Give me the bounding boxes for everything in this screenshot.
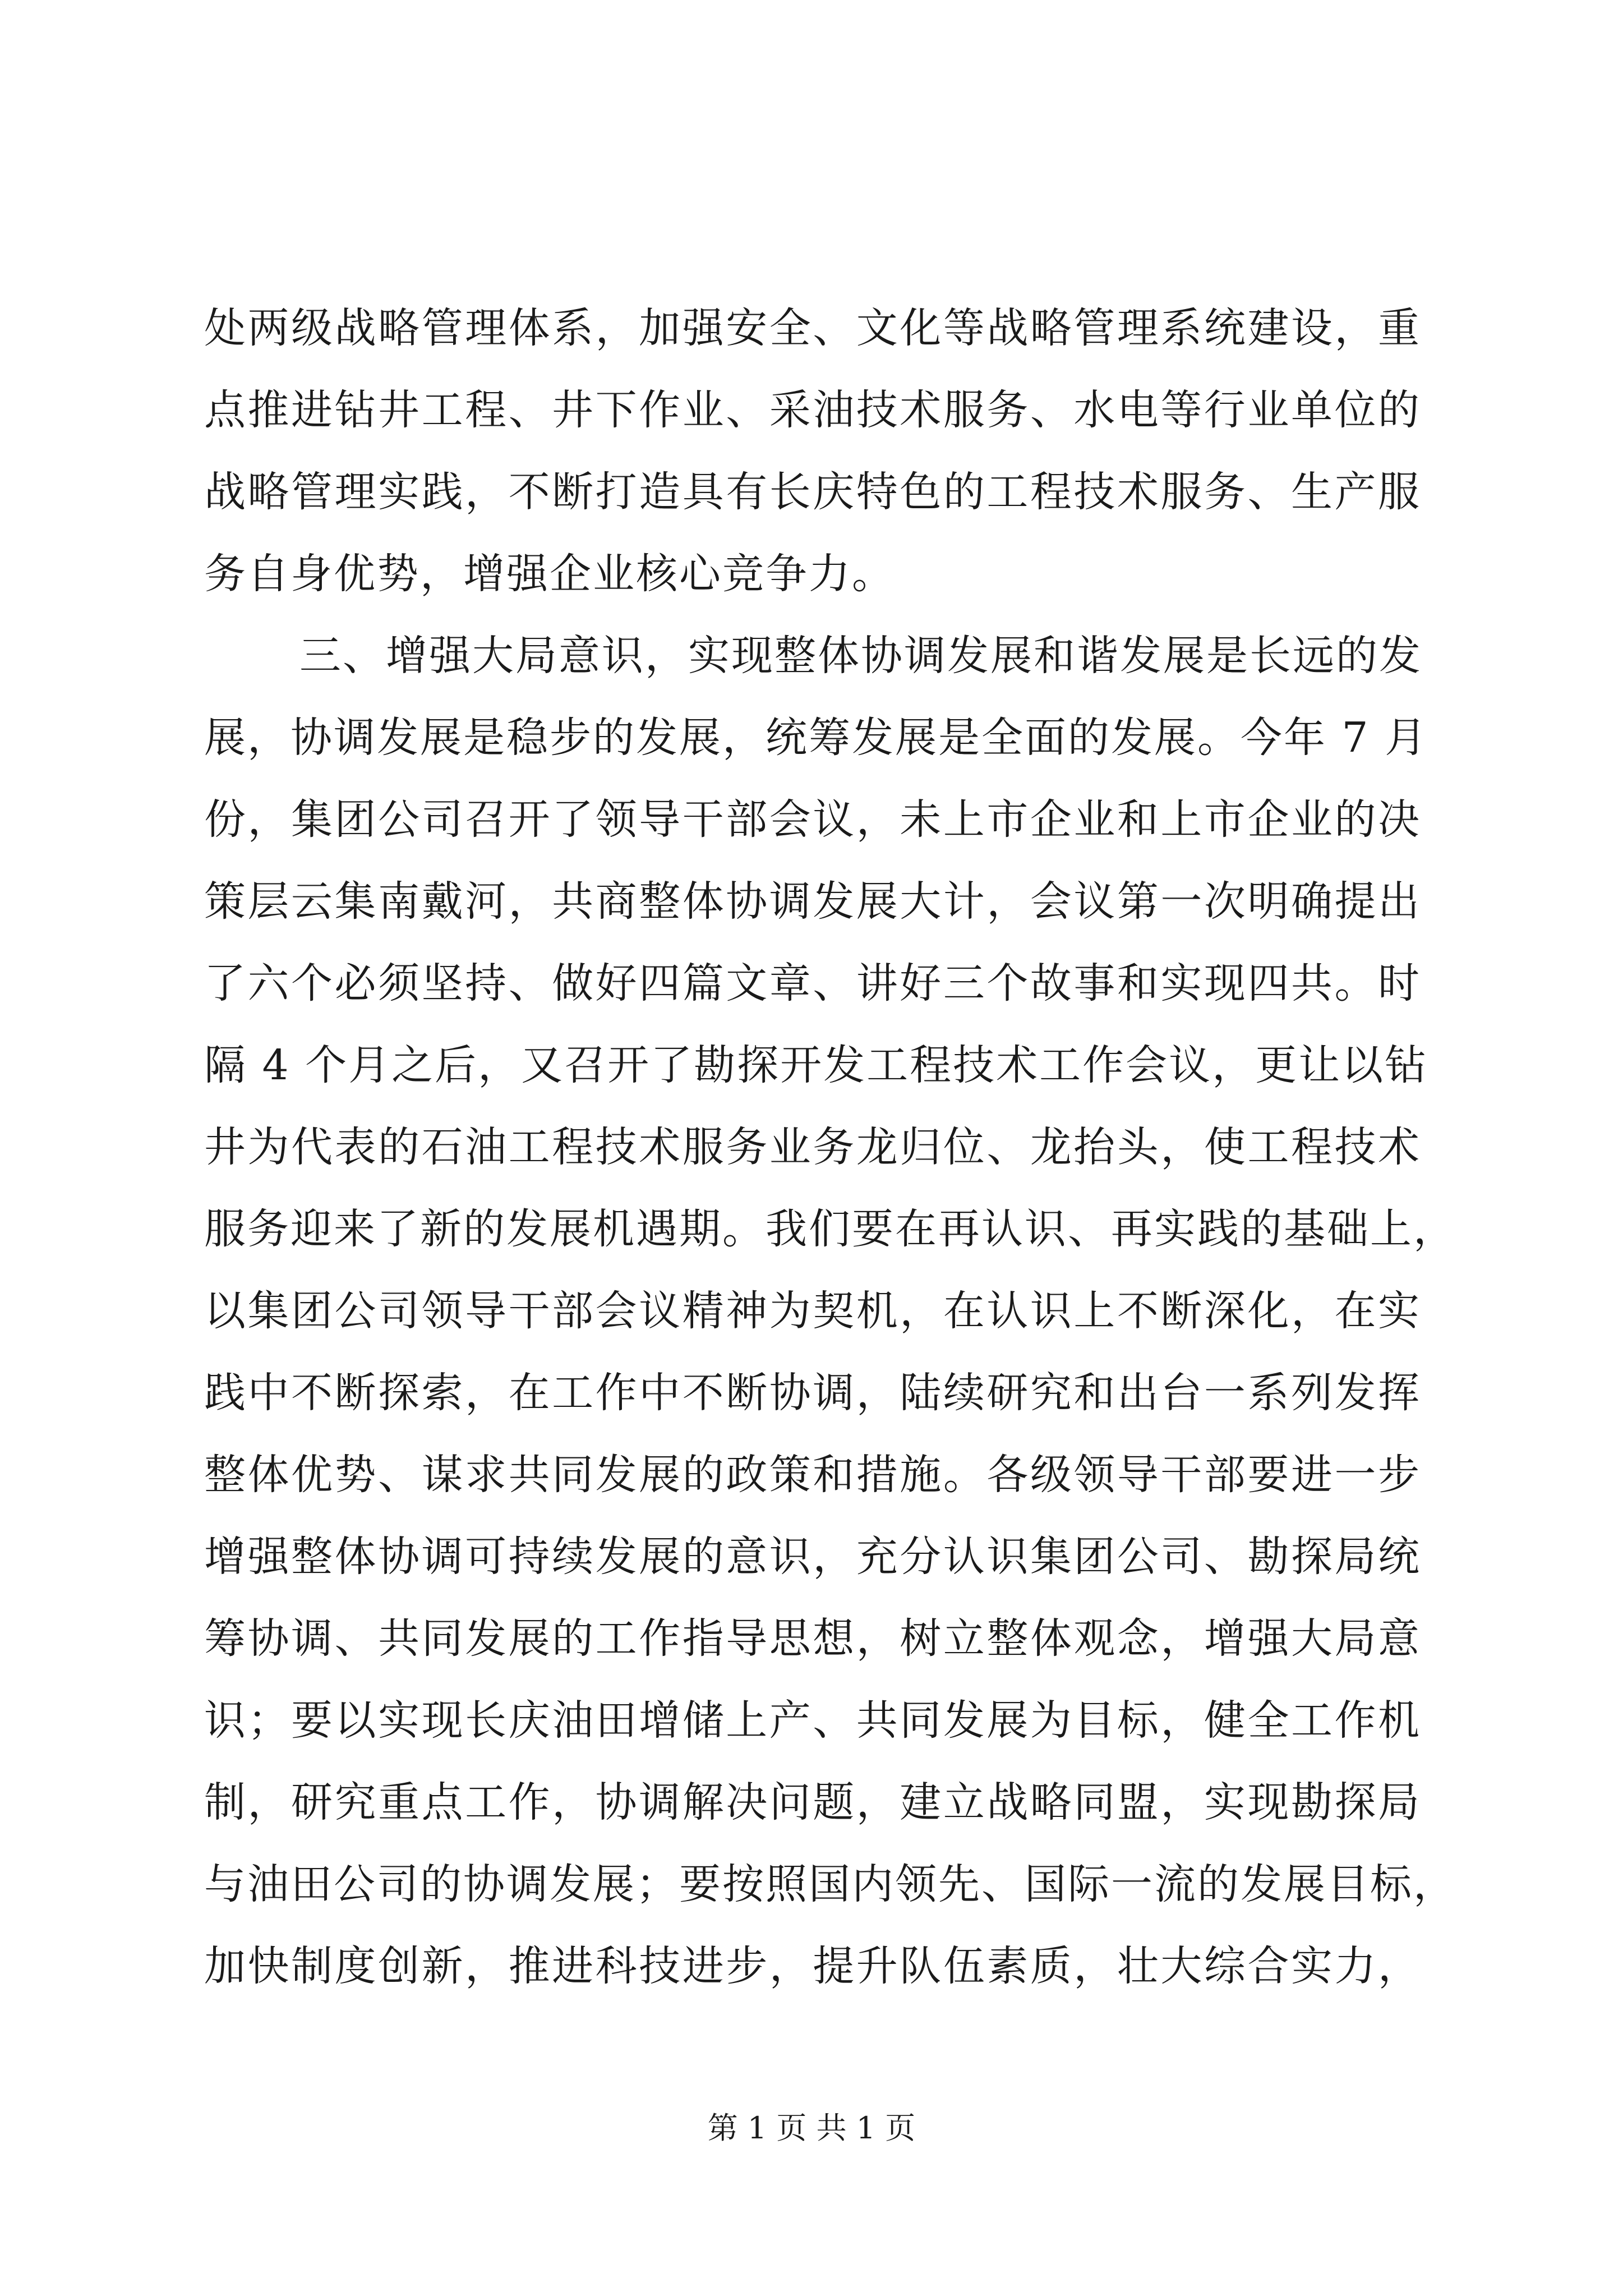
paragraph-2-line-7: 井为代表的石油工程技术服务业务龙归位、龙抬头，使工程技术 — [204, 1123, 1421, 1171]
paragraph-2-line-10: 践中不断探索，在工作中不断协调，陆续研究和出台一系列发挥 — [204, 1369, 1421, 1417]
paragraph-2-line-5: 了六个必须坚持、做好四篇文章、讲好三个故事和实现四共。时 — [204, 959, 1421, 1007]
paragraph-2-line-3: 份，集团公司召开了领导干部会议，未上市企业和上市企业的决 — [204, 795, 1421, 844]
paragraph-2-line-9: 以集团公司领导干部会议精神为契机，在认识上不断深化，在实 — [204, 1287, 1421, 1335]
paragraph-2-line-13: 筹协调、共同发展的工作指导思想，树立整体观念，增强大局意 — [204, 1614, 1421, 1663]
paragraph-2-line-17: 加快制度创新，推进科技进步，提升队伍素质，壮大综合实力， — [204, 1942, 1421, 1990]
body-text — [204, 287, 1456, 2007]
paragraph-2-line-8: 服务迎来了新的发展机遇期。我们要在再认识、再实践的基础上， — [204, 1205, 1456, 1253]
paragraph-1-line-2: 点推进钻井工程、井下作业、采油技术服务、水电等行业单位的 — [204, 386, 1421, 434]
page-footer: 第 1 页 共 1 页 — [707, 2110, 916, 2146]
paragraph-2-line-12: 增强整体协调可持续发展的意识，充分认识集团公司、勘探局统 — [204, 1533, 1421, 1581]
paragraph-2-line-1: 三、增强大局意识，实现整体协调发展和谐发展是长远的发 — [299, 632, 1422, 680]
paragraph-2-line-15: 制，研究重点工作，协调解决问题，建立战略同盟，实现勘探局 — [204, 1778, 1421, 1826]
paragraph-2-line-2: 展，协调发展是稳步的发展，统筹发展是全面的发展。今年 7 月 — [204, 714, 1428, 762]
paragraph-2-line-16: 与油田公司的协调发展；要按照国内领先、国际一流的发展目标， — [204, 1860, 1456, 1908]
paragraph-1-line-4: 务自身优势，增强企业核心竞争力。 — [204, 550, 895, 598]
paragraph-2-line-14: 识；要以实现长庆油田增储上产、共同发展为目标，健全工作机 — [204, 1696, 1421, 1745]
paragraph-2-line-6: 隔 4 个月之后，又召开了勘探开发工程技术工作会议，更让以钻 — [204, 1041, 1428, 1089]
paragraph-2-line-11: 整体优势、谋求共同发展的政策和措施。各级领导干部要进一步 — [204, 1451, 1421, 1499]
paragraph-1-line-1: 处两级战略管理体系，加强安全、文化等战略管理系统建设，重 — [204, 304, 1421, 352]
paragraph-2-line-4: 策层云集南戴河，共商整体协调发展大计，会议第一次明确提出 — [204, 877, 1421, 926]
paragraph-1-line-3: 战略管理实践，不断打造具有长庆特色的工程技术服务、生产服 — [204, 468, 1421, 516]
